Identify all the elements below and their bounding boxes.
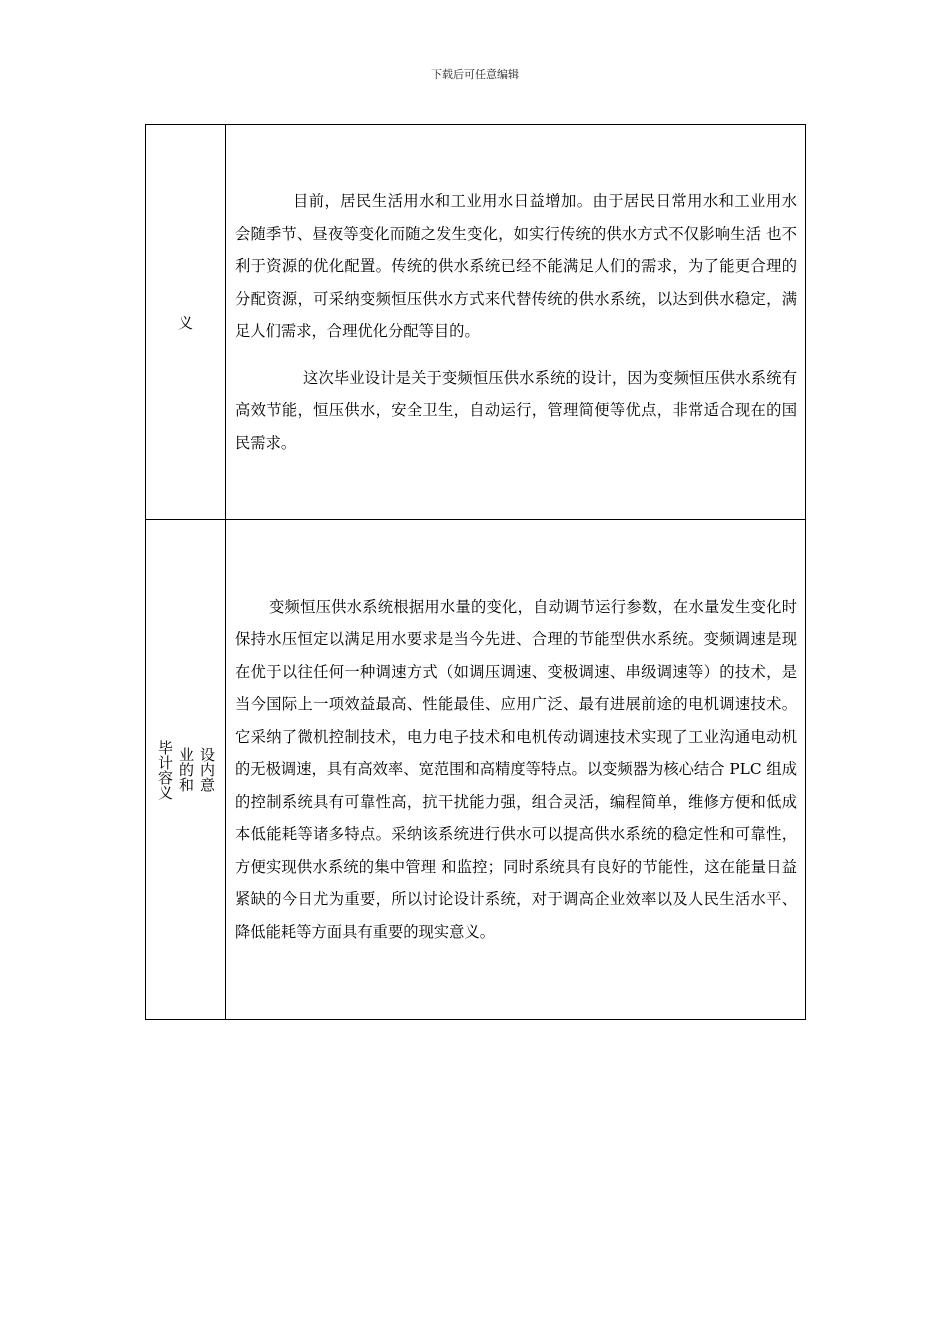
content-cell [226, 520, 806, 1020]
row-label-cell [146, 125, 226, 520]
table-row-significance [146, 125, 806, 520]
header-note: 下载后可任意编辑 [431, 68, 519, 81]
label-column: 业的和 [177, 747, 195, 792]
label-column: 设内意 [198, 747, 216, 792]
paragraph: 变频恒压供水系统根据用水量的变化，自动调节运行参数，在水量发生变化时保持水压恒定以满足用水要求是当今先进、合理的节能型供水系统。变频调速是现在优于以往任何一种调速方式（如调压调速、变极调速、串级调速等）的技术，是当今国际上一项效益最高、性能最佳、应用广泛、最有进展前途的电机调速技术。它采纳了微机控制技术，电力电子技术和电机传动调速技术实现了工业沟通电动机的无极调速，具有高效率、宽范围和高精度等特点。以变频器为核心结合 PLC 组成的控制系统具有可靠性高，抗干扰能力强，组合灵活，编程简单，维修方便和低成本低能耗等诸多特点。采纳该系统进行供水可以提高供水系统的稳定性和可靠性，方便实现供水系统的集中管理 和监控；同时系统具有良好的节能性，这在能量日益紧缺的今日尤为重要，所以讨论设计系统，对于调高企业效率以及人民生活水平、降低能耗等方面具有重要的现实意义。 [235, 597, 797, 941]
row-label-cell [146, 520, 226, 1020]
proposal-form-table [145, 124, 806, 1020]
content-cell [226, 125, 806, 520]
row-label: 义 [177, 313, 193, 332]
label-column: 毕计容义 [156, 739, 174, 800]
paragraph: 这次毕业设计是关于变频恒压供水系统的设计，因为变频恒压供水系统有高效节能，恒压供水，安全卫生，自动运行，管理简便等优点，非常适合现在的国民需求。 [235, 368, 797, 452]
paragraph: 目前，居民生活用水和工业用水日益增加。由于居民日常用水和工业用水会随季节、昼夜等变化而随之发生变化，如实行传统的供水方式不仅影响生活 也不利于资源的优化配置。传统的供水系统已经不能满足人们的需求，为了能更合理的分配资源，可采纳变频恒压供水方式来代替传统的供水系统，以达到供水稳定，满足人们需求，合理优化分配等目的。 [235, 192, 797, 340]
vertical-row-label [146, 740, 225, 800]
table-row-content-and-significance [146, 520, 806, 1020]
